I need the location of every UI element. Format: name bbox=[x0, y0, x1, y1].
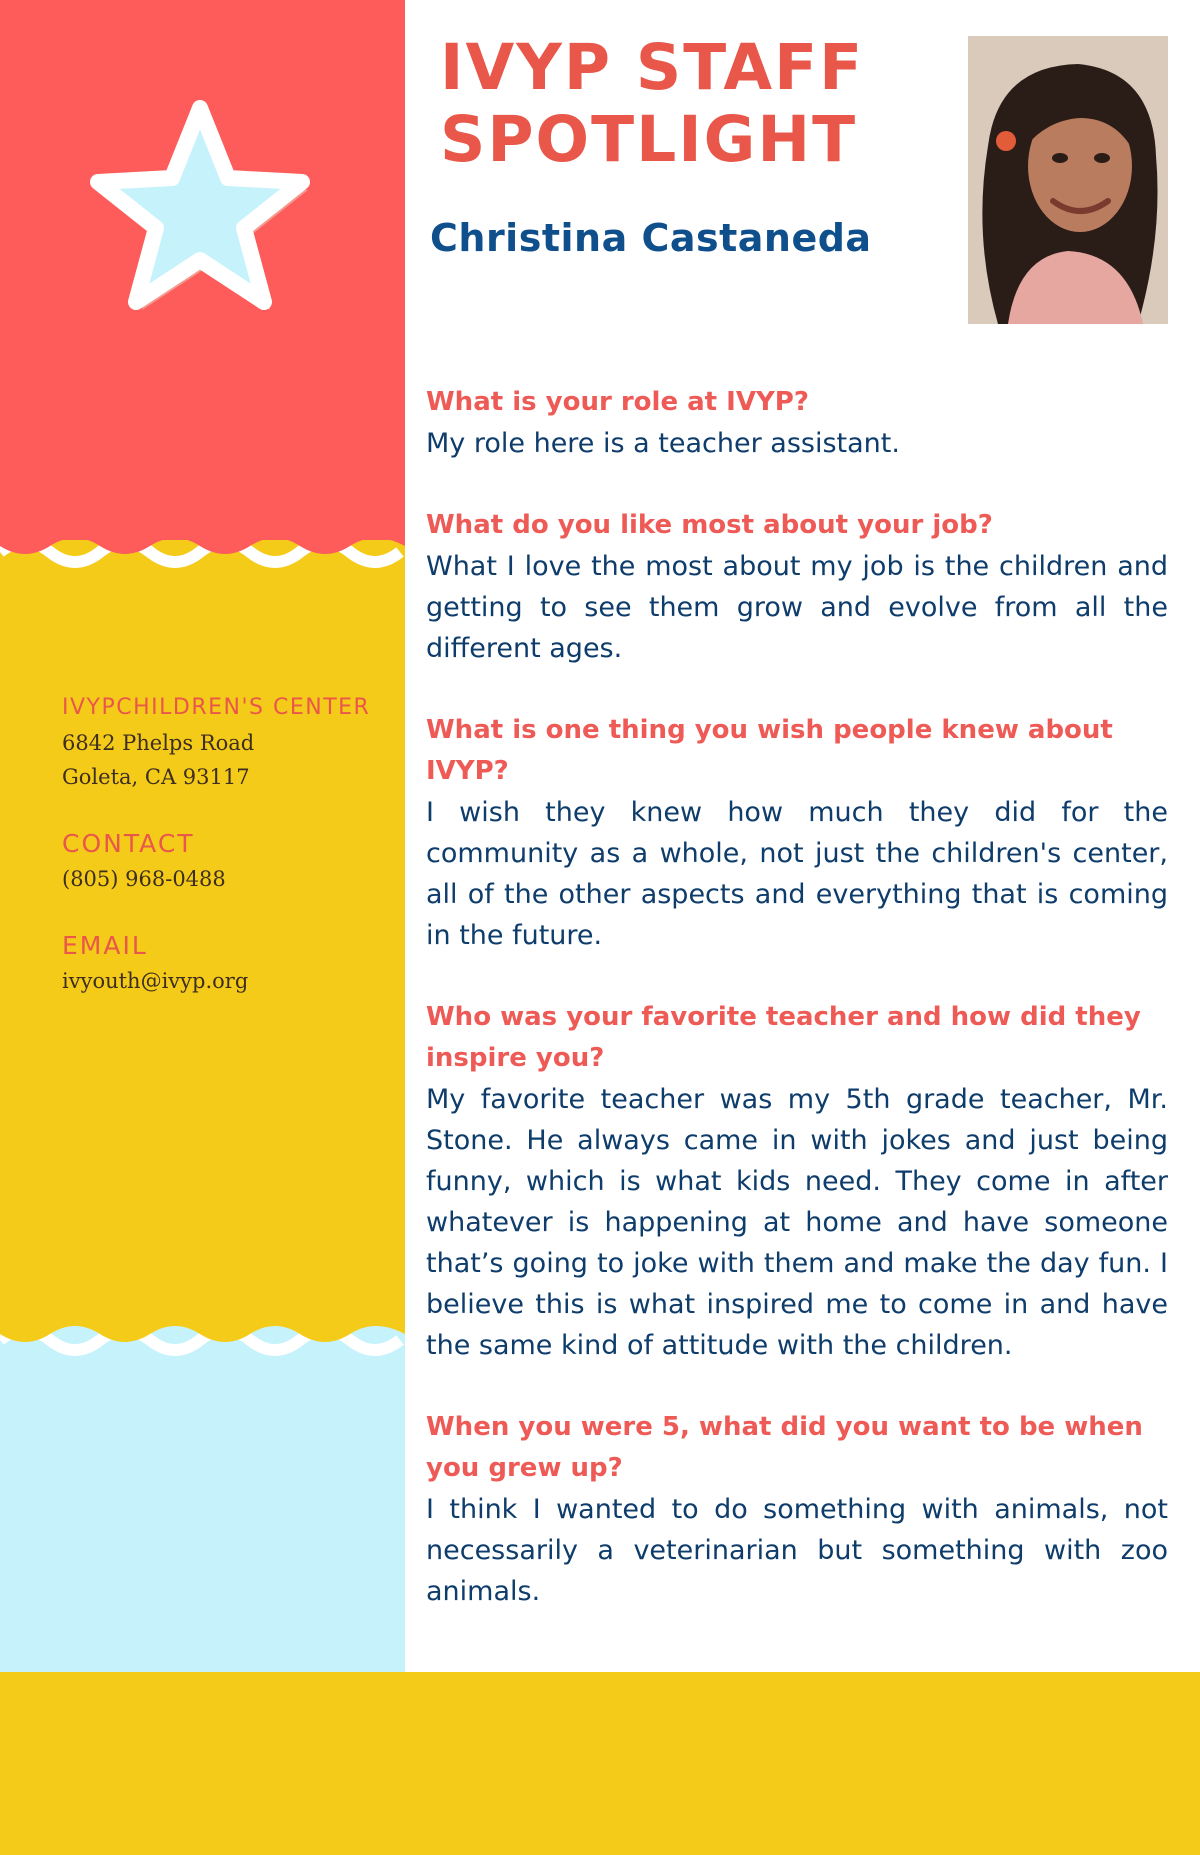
email-address: ivyouth@ivyp.org bbox=[62, 969, 249, 993]
question: Who was your favorite teacher and how did they inspire you? bbox=[426, 1002, 1141, 1073]
address-line-1: 6842 Phelps Road bbox=[62, 731, 255, 755]
question: What is one thing you wish people knew about IVYP? bbox=[426, 715, 1113, 786]
qa-item-wish-people-knew bbox=[426, 710, 1168, 956]
question: What is your role at IVYP? bbox=[426, 387, 809, 417]
page-title bbox=[440, 32, 970, 176]
sidebar-blue-band bbox=[0, 1320, 405, 1672]
portrait-illustration bbox=[968, 36, 1168, 324]
answer: My favorite teacher was my 5th grade teacher, Mr. Stone. He always came in with jokes and just being funny, which is what kids need. They come in after whatever is happening at home and have someone that’s going to joke with them and make the day fun. I believe this is what inspired me to come in and have the same kind of attitude with the children. bbox=[426, 1084, 1168, 1361]
phone-number: (805) 968-0488 bbox=[62, 867, 226, 891]
center-address-block bbox=[62, 690, 392, 794]
answer: I wish they knew how much they did for the community as a whole, not just the children's center, all of the other aspects and everything that is coming in the future. bbox=[426, 797, 1168, 951]
email-heading: EMAIL bbox=[62, 931, 148, 960]
contact-block bbox=[62, 826, 392, 896]
footer-yellow-strip bbox=[0, 1672, 1200, 1855]
qa-item-age-five bbox=[426, 1407, 1168, 1612]
qa-section bbox=[426, 382, 1168, 1653]
staff-name: Christina Castaneda bbox=[430, 216, 872, 260]
email-block bbox=[62, 928, 392, 998]
title-line-1: IVYP STAFF bbox=[440, 31, 865, 104]
sidebar-info bbox=[62, 690, 392, 1030]
answer: I think I wanted to do something with animals, not necessarily a veterinarian but something with zoo animals. bbox=[426, 1494, 1168, 1607]
staff-photo bbox=[968, 36, 1168, 324]
answer: What I love the most about my job is the children and getting to see them grow and evolve from all the different ages. bbox=[426, 551, 1168, 664]
address-line-2: Goleta, CA 93117 bbox=[62, 765, 250, 789]
qa-item-role bbox=[426, 382, 1168, 464]
qa-item-favorite-teacher bbox=[426, 997, 1168, 1366]
answer: My role here is a teacher assistant. bbox=[426, 428, 900, 459]
star-icon bbox=[80, 90, 320, 330]
wave-divider-top bbox=[0, 522, 405, 582]
title-line-2: SPOTLIGHT bbox=[440, 103, 858, 176]
contact-heading: CONTACT bbox=[62, 829, 195, 858]
wave-divider-bottom bbox=[0, 1310, 405, 1370]
center-heading: IVYPCHILDREN'S CENTER bbox=[62, 695, 371, 720]
question: What do you like most about your job? bbox=[426, 510, 993, 540]
question: When you were 5, what did you want to be when you grew up? bbox=[426, 1412, 1143, 1483]
qa-item-like-most bbox=[426, 505, 1168, 669]
